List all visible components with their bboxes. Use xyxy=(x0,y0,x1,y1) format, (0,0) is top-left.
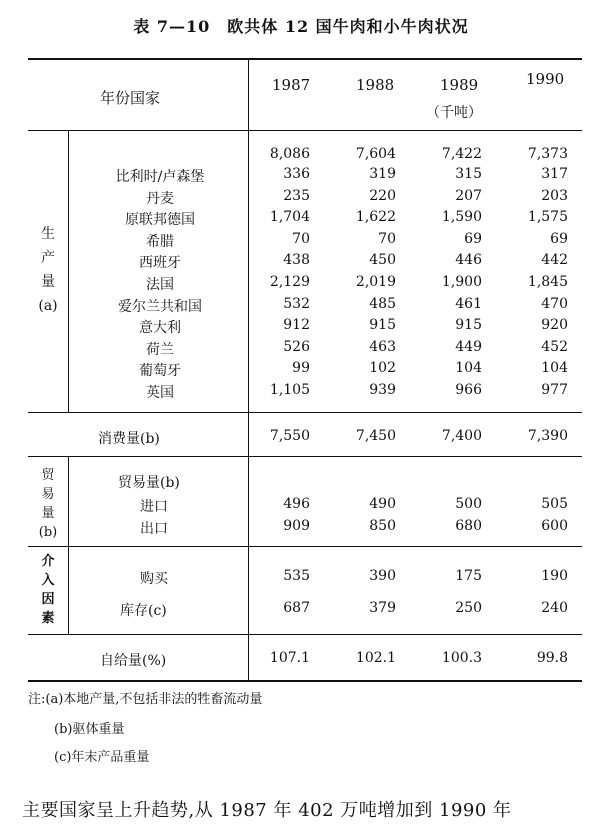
table-top-rule xyxy=(28,58,582,60)
country-label: 英国 xyxy=(146,385,174,401)
year-1990: 1990 xyxy=(526,70,565,88)
country-label: 比利时/卢森堡 xyxy=(115,169,205,185)
production-value: 69 xyxy=(464,230,482,247)
production-value: 102 xyxy=(369,360,396,377)
intervention-row-label: 库存(c) xyxy=(120,603,167,619)
country-label: 荷兰 xyxy=(146,341,174,358)
production-value: 1,590 xyxy=(441,209,482,226)
intervention-value: 190 xyxy=(541,568,568,584)
production-value: 1,575 xyxy=(527,209,568,226)
intervention-value: 390 xyxy=(369,568,396,584)
consumption-value: 7,390 xyxy=(527,428,568,444)
self-sufficiency-value: 107.1 xyxy=(269,650,310,666)
note-b: (b)驱体重量 xyxy=(54,722,125,737)
production-value: 438 xyxy=(283,252,310,269)
country-label: 西班牙 xyxy=(139,255,181,272)
production-value: 526 xyxy=(283,338,310,355)
consumption-value: 7,550 xyxy=(269,428,310,444)
intervention-value: 175 xyxy=(455,568,482,584)
intervention-row-label: 购买 xyxy=(140,571,168,587)
production-value: 915 xyxy=(369,317,396,334)
intervention-bottom-rule xyxy=(28,634,582,635)
intervention-value: 535 xyxy=(283,568,310,584)
production-value: 532 xyxy=(283,295,310,312)
group-col-divider-trade xyxy=(68,456,69,546)
production-bottom-rule xyxy=(28,412,582,413)
consumption-bottom-rule xyxy=(28,456,582,457)
table-bottom-rule xyxy=(28,680,582,682)
production-value: 939 xyxy=(369,382,396,398)
production-value: 446 xyxy=(455,252,482,269)
production-total: 8,086 xyxy=(269,146,310,162)
consumption-value: 7,450 xyxy=(355,428,396,444)
production-value: 966 xyxy=(455,382,482,398)
trade-row-label: 进口 xyxy=(140,499,168,515)
consumption-label: 消费量(b) xyxy=(98,431,160,447)
production-value: 452 xyxy=(541,338,568,355)
year-1988: 1988 xyxy=(356,76,395,94)
trade-value: 500 xyxy=(455,496,482,512)
production-value: 69 xyxy=(550,230,568,247)
production-total: 7,422 xyxy=(441,146,482,162)
production-value: 1,105 xyxy=(269,382,310,398)
production-value: 912 xyxy=(283,317,310,334)
body-text-line: 主要国家呈上升趋势,从 1987 年 402 万吨增加到 1990 年 xyxy=(22,800,512,821)
production-value: 104 xyxy=(455,360,482,377)
consumption-value: 7,400 xyxy=(441,428,482,444)
year-1987: 1987 xyxy=(272,76,311,94)
production-value: 449 xyxy=(455,338,482,355)
production-value: 1,900 xyxy=(441,274,482,290)
intervention-value: 687 xyxy=(283,600,310,616)
production-value: 920 xyxy=(541,317,568,334)
production-value: 1,704 xyxy=(269,209,310,226)
production-value: 1,622 xyxy=(355,209,396,226)
country-label: 葡萄牙 xyxy=(139,363,181,380)
intervention-value: 240 xyxy=(541,600,568,616)
production-total: 7,373 xyxy=(527,146,568,162)
trade-value: 496 xyxy=(283,496,310,512)
year-1989: 1989 xyxy=(440,76,479,94)
production-value: 235 xyxy=(283,187,310,204)
production-value: 463 xyxy=(369,338,396,355)
production-value: 319 xyxy=(369,166,396,182)
note-c: (c)年末产品重量 xyxy=(54,750,150,765)
trade-group-label: 贸 易 量 (b) xyxy=(38,468,58,540)
production-value: 977 xyxy=(541,382,568,398)
production-value: 1,845 xyxy=(527,274,568,290)
production-value: 203 xyxy=(541,187,568,204)
production-value: 70 xyxy=(378,230,396,247)
production-value: 2,129 xyxy=(269,274,310,290)
row-col-header: 年份国家 xyxy=(100,89,161,107)
production-value: 915 xyxy=(455,317,482,334)
self-sufficiency-value: 99.8 xyxy=(536,650,568,666)
trade-sub-label: 贸易量(b) xyxy=(118,475,180,491)
country-label: 法国 xyxy=(146,277,174,293)
trade-value: 600 xyxy=(541,518,568,534)
production-value: 104 xyxy=(541,360,568,377)
country-label: 爱尔兰共和国 xyxy=(118,298,202,315)
self-sufficiency-value: 102.1 xyxy=(355,650,396,666)
production-value: 220 xyxy=(369,187,396,204)
group-col-divider-production xyxy=(68,130,69,412)
group-col-divider-intervention xyxy=(68,546,69,634)
production-value: 2,019 xyxy=(355,274,396,290)
production-value: 450 xyxy=(369,252,396,269)
table-title: 表 7—10 欧共体 12 国牛肉和小牛肉状况 xyxy=(133,17,469,36)
production-value: 461 xyxy=(455,295,482,312)
trade-value: 680 xyxy=(455,518,482,534)
note-a: 注:(a)本地产量,不包括非法的牲畜流动量 xyxy=(28,692,263,707)
unit-label: （千吨） xyxy=(426,105,482,121)
production-value: 485 xyxy=(369,295,396,312)
production-total: 7,604 xyxy=(355,146,396,162)
production-value: 70 xyxy=(292,230,310,247)
intervention-value: 379 xyxy=(369,600,396,616)
trade-value: 490 xyxy=(369,496,396,512)
country-label: 意大利 xyxy=(139,320,181,337)
production-value: 442 xyxy=(541,252,568,269)
header-rule xyxy=(28,130,582,131)
production-value: 317 xyxy=(541,166,568,182)
production-value: 99 xyxy=(292,360,310,377)
self-sufficiency-value: 100.3 xyxy=(441,650,482,666)
self-sufficiency-label: 自给量(%) xyxy=(100,653,167,669)
production-value: 207 xyxy=(455,187,482,204)
trade-value: 850 xyxy=(369,518,396,534)
trade-bottom-rule xyxy=(28,546,582,547)
production-group-label: 生 产 量 (a) xyxy=(38,226,58,314)
intervention-group-label: 介 入 因 素 xyxy=(41,554,55,626)
country-label: 原联邦德国 xyxy=(125,212,195,229)
country-label: 希腊 xyxy=(146,233,174,250)
production-value: 470 xyxy=(541,295,568,312)
intervention-value: 250 xyxy=(455,600,482,616)
trade-value: 909 xyxy=(283,518,310,534)
country-label: 丹麦 xyxy=(146,190,174,207)
trade-row-label: 出口 xyxy=(140,521,168,537)
trade-value: 505 xyxy=(541,496,568,512)
production-value: 315 xyxy=(455,166,482,182)
production-value: 336 xyxy=(283,166,310,182)
